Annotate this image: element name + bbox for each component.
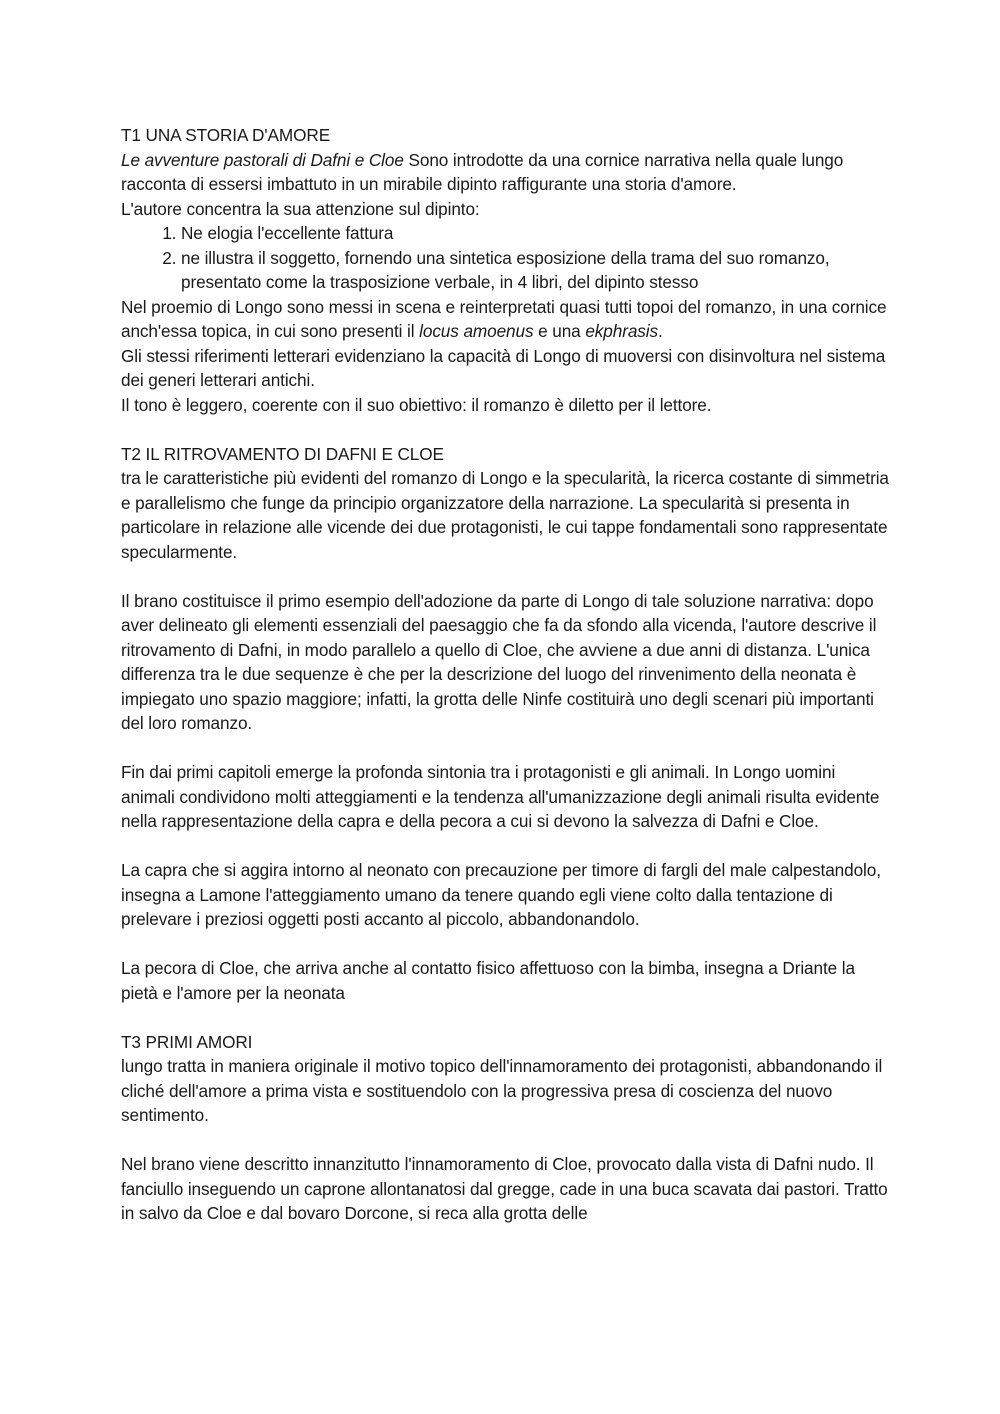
t1-riferimenti-paragraph: Gli stessi riferimenti letterari evidenziano la capacità di Longo di muoversi con disinvoltura nel sistema dei generi letterari antichi. — [121, 345, 886, 390]
t3-paragraph-1: lungo tratta in maniera originale il motivo topico dell'innamoramento dei protagonisti, abbandonando il cliché dell'amore a prima vista e sostituendolo con la progressiva presa di coscienza del nuovo sentimento. — [121, 1056, 883, 1125]
term-ekphrasis: ekphrasis — [585, 321, 658, 341]
t1-proemio-text-b: e una — [533, 321, 586, 341]
spacer — [121, 1005, 891, 1030]
t1-attention-paragraph: L'autore concentra la sua attenzione sul dipinto: — [121, 198, 480, 219]
spacer — [121, 932, 891, 957]
t1-proemio-text-c: . — [658, 321, 663, 341]
spacer — [121, 834, 891, 859]
spacer — [121, 736, 891, 761]
term-locus-amoenus: locus amoenus — [419, 321, 534, 341]
t3-paragraph-2: Nel brano viene descritto innanzitutto l'innamoramento di Cloe, provocato dalla vista di Dafni nudo. Il fanciullo inseguendo un caprone allontanatosi dal gregge, cade in una buca scavata dai pastori. Tratto in salvo da Cloe e dal bovaro Dorcone, si reca alla grotta delle — [121, 1154, 888, 1223]
t2-paragraph-2: Il brano costituisce il primo esempio dell'adozione da parte di Longo di tale soluzione narrativa: dopo aver delineato gli elementi essenziali del paesaggio che fa da sfondo alla vicenda, l'autore descrive il ritrovamento di Dafni, in modo parallelo a quello di Cloe, che avviene a due anni di distanza. L'unica differenza tra le due sequenze è che per la descrizione del luogo del rinvenimento della neonata è impiegato uno spazio maggiore; infatti, la grotta delle Ninfe costituirà uno degli scenari più importanti del loro romanzo. — [121, 590, 877, 733]
t1-intro-paragraph — [121, 148, 891, 197]
t1-proemio-text-a: Nel proemio di Longo sono messi in scena e reinterpretati quasi tutti topoi del romanzo, in una cornice anch'essa topica, in cui sono presenti il — [121, 296, 887, 341]
spacer — [121, 564, 891, 589]
t1-proemio-paragraph — [121, 295, 891, 344]
t2-paragraph-5: La pecora di Cloe, che arriva anche al contatto fisico affettuoso con la bimba, insegna a Driante la pietà e l'amore per la neonata — [121, 958, 855, 1003]
section-heading-t2: T2 IL RITROVAMENTO DI DAFNI E CLOE — [121, 443, 444, 464]
document-page — [121, 123, 891, 1226]
section-heading-t3: T3 PRIMI AMORI — [121, 1031, 253, 1052]
t2-paragraph-4: La capra che si aggira intorno al neonato con precauzione per timore di fargli del male calpestandolo, insegna a Lamone l'atteggiamento umano da tenere quando egli viene colto dalla tentazione di prelevare i preziosi oggetti posti accanto al piccolo, abbandonandolo. — [121, 860, 881, 929]
t2-paragraph-3: Fin dai primi capitoli emerge la profonda sintonia tra i protagonisti e gli animali. In Longo uomini animali condividono molti atteggiamenti e la tendenza all'umanizzazione degli animali risulta evidente nella rappresentazione della capra e della pecora a cui si devono la salvezza di Dafni e Cloe. — [121, 762, 880, 831]
book-title: Le avventure pastorali di Dafni e Cloe — [121, 149, 404, 170]
list-item: 1. Ne elogia l'eccellente fattura — [181, 221, 891, 246]
spacer — [121, 1128, 891, 1153]
list-item: 2. ne illustra il soggetto, fornendo una sintetica esposizione della trama del suo romanzo, presentato come la trasposizione verbale, in 4 libri, del dipinto stesso — [181, 246, 891, 295]
section-heading-t1: T1 UNA STORIA D'AMORE — [121, 125, 331, 145]
spacer — [121, 417, 891, 442]
t1-numbered-list — [121, 221, 891, 295]
t2-paragraph-1: tra le caratteristiche più evidenti del romanzo di Longo e la specularità, la ricerca costante di simmetria e parallelismo che funge da principio organizzatore della narrazione. La specularità si presenta in particolare in relazione alle vicende dei due protagonisti, le cui tappe fondamentali sono rappresentate specularmente. — [121, 468, 889, 562]
t1-intro-text: Sono introdotte da una cornice narrativa nella quale lungo racconta di essersi imbattuto in un mirabile dipinto raffigurante una storia d'amore. — [121, 149, 844, 194]
t1-tono-paragraph: Il tono è leggero, coerente con il suo obiettivo: il romanzo è diletto per il lettore. — [121, 394, 712, 415]
